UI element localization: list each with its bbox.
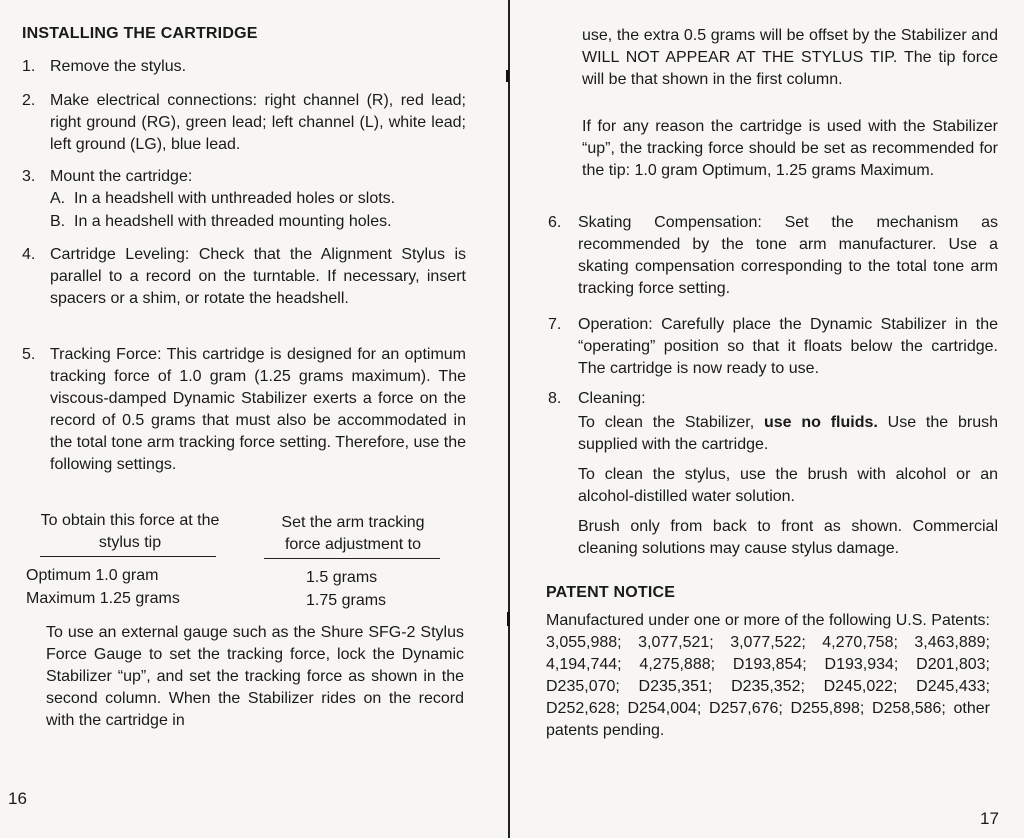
table-rule (40, 556, 216, 557)
item-text: Cartridge Leveling: Check that the Alignment Stylus is parallel to a record on the turntable. If necessary, insert spacers or a shim, or rotate the headshell. (50, 246, 466, 307)
cleaning-warning: use no fluids. (764, 414, 878, 431)
item-number: 2. (22, 92, 36, 109)
section-heading: INSTALLING THE CARTRIDGE (22, 25, 258, 42)
spine-mark (506, 70, 509, 82)
body-paragraph: To use an external gauge such as the Shure SFG-2 Stylus Force Gauge to set the tracking force, lock the Dynamic Stabilizer “up”, and set the tracking force as shown in the second column. When the Stabilizer rides on the record with the cartridge in (46, 624, 464, 729)
cleaning-paragraph: Brush only from back to front as shown. Commercial cleaning solutions may cause stylus damage. (578, 518, 998, 557)
item-text: Mount the cartridge: (50, 168, 193, 185)
item-number: 7. (548, 316, 562, 333)
item-number: 4. (22, 246, 36, 263)
page-number: 17 (980, 809, 999, 828)
item-number: 6. (548, 214, 562, 231)
table-header-col2: Set the arm tracking force adjustment to (281, 514, 425, 553)
sub-item: A. In a headshell with unthreaded holes or slots. (50, 190, 396, 207)
table-cell: 1.75 grams (306, 592, 387, 609)
item-text: Tracking Force: This cartridge is designed for an optimum tracking force of 1.0 gram (1.25 grams maximum). The viscous-damped Dynamic Stabilizer exerts a force on the record of 0.5 grams that must also be accommodated in the total tone arm tracking force setting. Therefore, use the following settings. (50, 346, 466, 473)
patent-text: Manufactured under one or more of the following U.S. Patents: 3,055,988; 3,077,521; 3,077,522; 4,270,758; 3,463,889; 4,194,744; 4,275,888; D193,854; D193,934; D201,803; D235,070; D235,351; D235,352; D245,022; D245,433; D252,628; D254,004; D257,676; D255,898; D258,586; other patents pending. (546, 612, 990, 739)
body-paragraph: use, the extra 0.5 grams will be offset by the Stabilizer and WILL NOT APPEAR AT THE STYLUS TIP. The tip force will be that shown in the first column. (582, 27, 998, 88)
table-cell: Maximum 1.25 grams (26, 590, 180, 607)
item-text: Cleaning: (578, 390, 646, 407)
table-header-col1: To obtain this force at the stylus tip (40, 512, 220, 551)
cleaning-paragraph: To clean the stylus, use the brush with alcohol or an alcohol-distilled water solution. (578, 466, 998, 505)
patent-heading: PATENT NOTICE (546, 584, 676, 601)
cleaning-text: Use the brush supplied with the cartridge. (578, 414, 998, 453)
cleaning-text: To clean the Stabilizer, (578, 414, 764, 431)
left-page (0, 0, 506, 838)
item-text: Make electrical connections: right channel (R), red lead; right ground (RG), green lead; left channel (L), white lead; left ground (LG), blue lead. (50, 92, 466, 153)
item-number: 3. (22, 168, 36, 185)
table-cell: Optimum 1.0 gram (26, 567, 159, 584)
page-spine (508, 0, 510, 838)
item-text: Skating Compensation: Set the mechanism as recommended by the tone arm manufacturer. Use a skating compensation corresponding to the total tone arm tracking force setting. (578, 214, 998, 297)
sub-item: B. In a headshell with threaded mounting holes. (50, 213, 392, 230)
item-text: Remove the stylus. (50, 58, 187, 75)
table-rule (264, 558, 440, 559)
page-number: 16 (8, 789, 27, 808)
table-cell: 1.5 grams (306, 569, 378, 586)
spine-mark (507, 612, 510, 626)
cleaning-paragraph (578, 412, 998, 456)
right-page (512, 0, 1024, 838)
item-text: Operation: Carefully place the Dynamic Stabilizer in the “operating” position so that it floats below the cartridge. The cartridge is now ready to use. (578, 316, 998, 377)
body-paragraph: If for any reason the cartridge is used with the Stabilizer “up”, the tracking force should be set as recommended for the tip: 1.0 gram Optimum, 1.25 grams Maximum. (582, 118, 998, 179)
item-number: 1. (22, 58, 36, 75)
item-number: 8. (548, 390, 562, 407)
item-number: 5. (22, 346, 36, 363)
